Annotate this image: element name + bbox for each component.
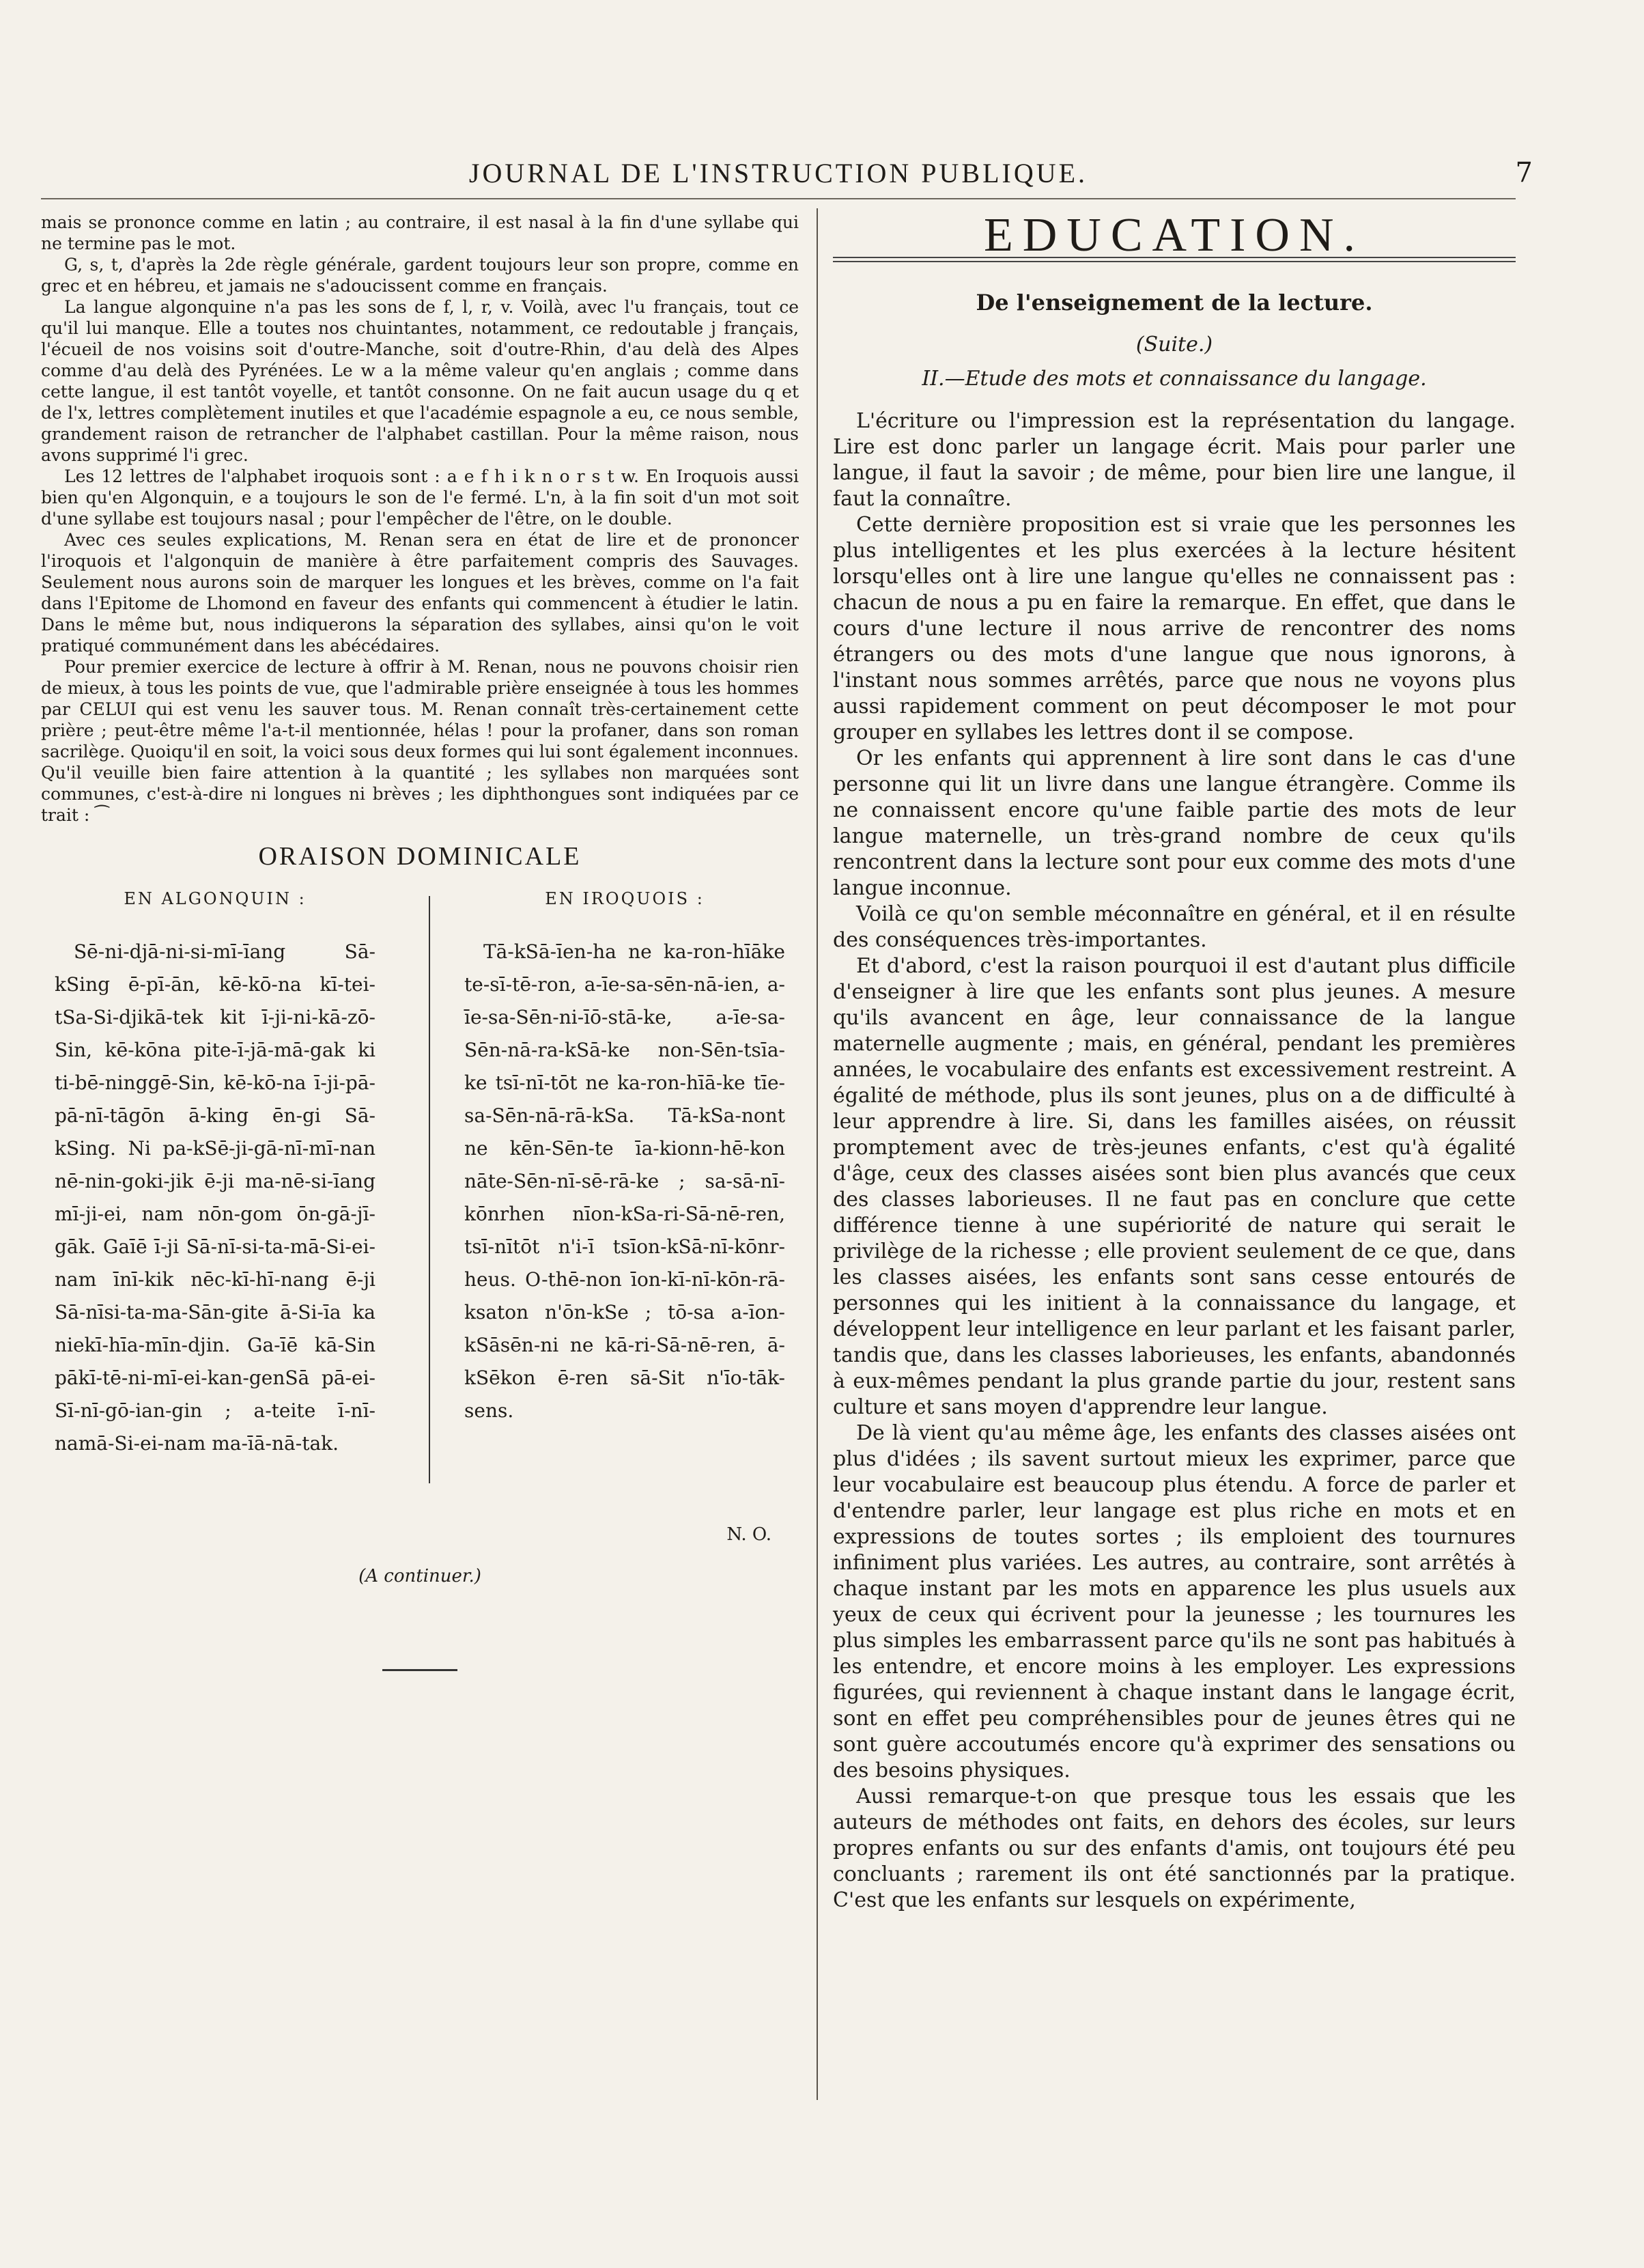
- page-number: 7: [1515, 157, 1533, 188]
- paragraph: Les 12 lettres de l'alphabet iroquois sont : a e f h i k n o r s t w. En Iroquois aussi bien qu'en Algonquin, e a toujours le son de l'e fermé. L'n, à la fin soit d'un mot soit d'une syllabe est toujours nasal ; pour l'empêcher de l'être, on le double.: [41, 466, 799, 529]
- journal-title: JOURNAL DE L'INSTRUCTION PUBLIQUE.: [468, 158, 1088, 188]
- paragraph: Or les enfants qui apprennent à lire sont dans le cas d'une personne qui lit un livre dans une langue étrangère. Comme ils ne connaissent encore qu'une faible partie des mots de leur langue maternelle, un très-grand nombre de ceux qu'ils rencontrent dans la lecture sont pour eux comme des mots d'une langue inconnue.: [833, 746, 1516, 900]
- column-divider: [817, 208, 818, 2100]
- left-column: [41, 212, 799, 1671]
- prayer-block: [41, 882, 799, 1524]
- paragraph: Avec ces seules explications, M. Renan sera en état de lire et de prononcer l'iroquois et l'algonquin de manière à être parfaitement compris des Sauvages. Seulement nous aurons soin de marquer les longues et les brèves, comme on l'a fait dans l'Epitome de Lhomond en faveur des enfants qui commencent à étudier le latin. Dans le même but, nous indiquerons la séparation des syllabes, ainsi qu'on le voit pratiqué communément dans les abécédaires.: [41, 530, 799, 656]
- iroquois-heading: EN IROQUOIS :: [545, 889, 705, 908]
- right-column: [833, 209, 1516, 1914]
- paragraph: La langue algonquine n'a pas les sons de f, l, r, v. Voilà, avec l'u français, tout ce qu'il lui manque. Elle a toutes nos chuintantes, notamment, ce redoutable j français, l'écueil de nos voisins soit d'outre-Manche, soit d'outre-Rhin, d'au delà des Alpes comme d'au delà des Pyrénées. Le w a la même valeur qu'en anglais ; comme dans cette langue, il est tantôt voyelle, et tantôt consonne. On ne fait aucun usage du q et de l'x, lettres complètement inutiles et que l'académie espagnole a eu, ce nous semble, grandement raison de retrancher de l'alphabet castillan. Pour la même raison, nous avons supprimé l'i grec.: [41, 297, 799, 465]
- paragraph: Aussi remarque-t-on que presque tous les essais que les auteurs de méthodes ont faits, en dehors des écoles, sur leurs propres enfants ou sur des enfants d'amis, ont toujours été peu concluants ; rarement ils ont été sanctionnés par la pratique. C'est que les enfants sur lesquels on expérimente,: [833, 1784, 1516, 1912]
- paragraph: Et d'abord, c'est la raison pourquoi il est d'autant plus difficile d'enseigner à lire que les enfants sont plus jeunes. A mesure qu'ils avancent en âge, leur connaissance de la langue maternelle augmente ; mais, en général, pendant les premières années, le vocabulaire des enfants est excessivement restreint. A égalité de méthode, plus ils sont jeunes, plus on a de difficulté à leur apprendre à lire. Si, dans les familles aisées, on réussit promptement avec de très-jeunes enfants, c'est qu'à égalité d'âge, ceux des classes aisées sont bien plus avancés que ceux des classes laborieuses. Il ne faut pas en conclure que cette différence tienne à une supériorité de nature qui serait le privilège de la richesse ; elle provient seulement de ce que, dans les classes aisées, les enfants sont sans cesse entourés de personnes qui les initient à la connaissance du langage, et développent leur intelligence en leur parlant et les faisant parler, tandis que, dans les classes laborieuses, les enfants, abandonnés à eux-mêmes pendant la plus grande partie du jour, restent sans culture et sans moyen d'apprendre leur langue.: [833, 954, 1516, 1419]
- algonquin-column: [55, 882, 375, 1460]
- signature: N. O.: [726, 1524, 771, 1545]
- article-suite: (Suite.): [1135, 333, 1213, 356]
- article-title: De l'enseignement de la lecture.: [976, 290, 1373, 316]
- paragraph: mais se prononce comme en latin ; au contraire, il est nasal à la fin d'une syllabe qui ne termine pas le mot.: [41, 212, 799, 253]
- algonquin-text: Sē-ni-djā-ni-si-mī-īang Sā-kSing ē-pī-ān, kē-kō-na kī-tei-tSa-Si-djikā-tek kit ī-ji-ni-kā-zō-Sin, kē-kōna pite-ī-jā-mā-gak ki ti-bē-ninggē-Sin, kē-kō-na ī-ji-pā-pā-nī-tāgōn ā-king ēn-gi Sā-kSing. Ni pa-kSē-ji-gā-nī-mī-nan nē-nin-goki-jik ē-ji ma-nē-si-īang mī-ji-ei, nam nōn-gom ōn-gā-jī-gāk. Gaīē ī-ji Sā-nī-si-ta-mā-Si-ei-nam īnī-kik nēc-kī-hī-nang ē-ji Sā-nīsi-ta-ma-Sān-gite ā-Si-īa ka niekī-hīa-mīn-djin. Ga-īē kā-Sin pākī-tē-ni-mī-ei-kan-genSā pā-ei-Sī-nī-gō-ian-gin ; a-teite ī-nī-namā-Si-ei-nam ma-īā-nā-tak.: [55, 940, 375, 1455]
- prayer-title: ORAISON DOMINICALE: [258, 842, 582, 871]
- page-header: [41, 157, 1533, 191]
- algonquin-heading: EN ALGONQUIN :: [124, 889, 307, 908]
- header-rule: [41, 198, 1516, 199]
- paragraph: G, s, t, d'après la 2de règle générale, gardent toujours leur son propre, comme en grec et en hébreu, et jamais ne s'adoucissent comme en français.: [41, 255, 799, 296]
- section-title: EDUCATION.: [983, 209, 1365, 262]
- prayer-divider: [429, 896, 430, 1483]
- paragraph: Cette dernière proposition est si vraie que les personnes les plus intelligentes et les plus exercées à la lecture hésitent lorsqu'elles ont à lire une langue qu'elles ne connaissent pas : chacun de nous a pu en faire la remarque. En effet, que dans le cours d'une lecture il nous arrive de rencontrer des noms étrangers ou des mots d'une langue que nous ignorons, à l'instant nous sommes arrêtés, parce que nous ne voyons plus aussi rapidement comment on peut décomposer le mot pour grouper en syllabes les lettres dont il se compose.: [833, 513, 1516, 744]
- iroquois-text: Tā-kSā-īen-ha ne ka-ron-hīāke te-sī-tē-ron, a-īe-sa-sēn-nā-ien, a-īe-sa-Sēn-ni-īō-stā-ke, a-īe-sa-Sēn-nā-ra-kSā-ke non-Sēn-tsīa-ke tsī-nī-tōt ne ka-ron-hīā-ke tīe-sa-Sēn-nā-rā-kSa. Tā-kSa-nont ne kēn-Sēn-te īa-kionn-hē-kon nāte-Sēn-nī-sē-rā-ke ; sa-sā-nī-kōnrhen nīon-kSa-ri-Sā-nē-ren, tsī-nītōt n'i-ī tsīon-kSā-nī-kōnr-heus. O-thē-non īon-kī-nī-kōn-rā-ksaton n'ōn-kSe ; tō-sa a-īon-kSāsēn-ni ne kā-ri-Sā-nē-ren, ā-kSēkon ē-ren sā-Sit n'īo-tāk-sens.: [464, 940, 785, 1422]
- paragraph: Pour premier exercice de lecture à offrir à M. Renan, nous ne pouvons choisir rien de mieux, à tous les points de vue, que l'admirable prière enseignée à tous les hommes par CELUI qui est venu les sauver tous. M. Renan connaît très-certainement cette prière ; peut-être même l'a-t-il mentionnée, hélas ! pour la profaner, dans son roman sacrilège. Quoiqu'il en soit, la voici sous deux formes qui lui sont également inconnues. Qu'il veuille bien faire attention à la quantité ; les syllabes non marquées sont communes, c'est-à-dire ni longues ni brèves ; les diphthongues sont indiquées par ce trait : ⁀: [41, 657, 799, 825]
- article-subtitle: II.—Etude des mots et connaissance du langage.: [922, 367, 1427, 391]
- iroquois-column: [464, 882, 785, 1427]
- paragraph: De là vient qu'au même âge, les enfants des classes aisées ont plus d'idées ; ils savent surtout mieux les exprimer, parce que leur vocabulaire est beaucoup plus étendu. A force de parler et d'entendre parler, leur langage est plus riche en mots et en expressions de toutes sortes ; ils emploient des tournures infiniment plus variées. Les autres, au contraire, sont arrêtés à chaque instant par les mots en apparence les plus usuels aux yeux de ceux qui écrivent pour la jeunesse ; les tournures les plus simples les embarrassent parce qu'ils ne sont pas habitués à les entendre, et encore moins à les employer. Les expressions figurées, qui reviennent à chaque instant dans le langage écrit, sont en effet peu compréhensibles pour de jeunes êtres qui ne sont guère accoutumés encore qu'à exprimer des sensations ou des besoins physiques.: [833, 1421, 1516, 1782]
- continued-note: (A continuer.): [358, 1566, 481, 1586]
- paragraph: Voilà ce qu'on semble méconnaître en général, et il en résulte des conséquences très-importantes.: [833, 902, 1516, 952]
- paragraph: L'écriture ou l'impression est la représentation du langage. Lire est donc parler un langage écrit. Mais pour parler une langue, il faut la savoir ; de même, pour bien lire une langue, il faut la connaître.: [833, 409, 1516, 511]
- end-rule: [382, 1669, 457, 1671]
